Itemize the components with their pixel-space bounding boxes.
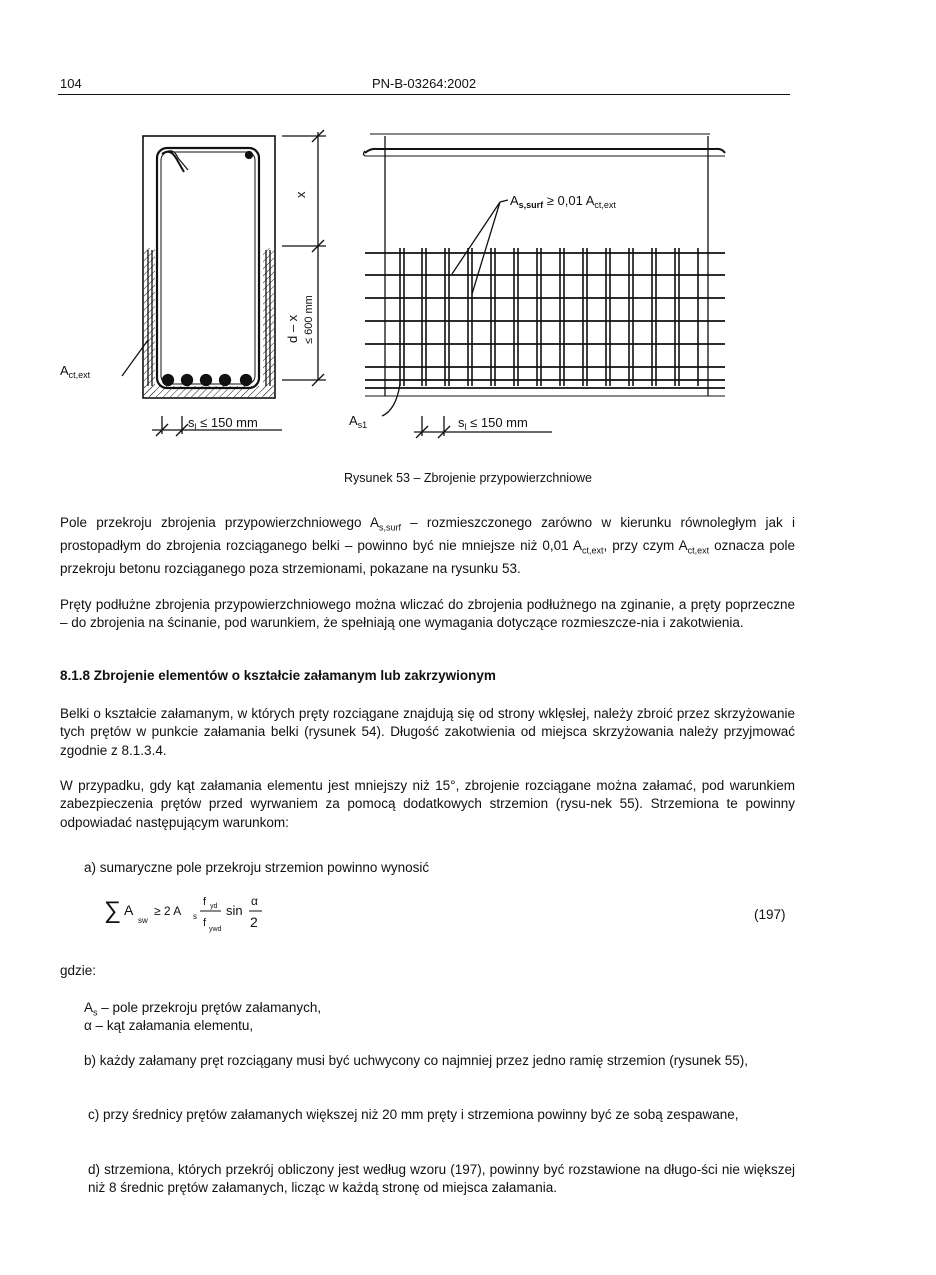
paragraph-angle-condition: W przypadku, gdy kąt załamania elementu jest mniejszy niż 15°, zbrojenie rozciągane można załamać, pod warunkiem zabezpieczenia prętów przed wyrwaniem za pomocą dodatkowych strzemion (rysu-nek 55). Strzemiona te powinny odpowiadać następującym warunkom: [60, 778, 795, 830]
svg-text:s: s [193, 912, 197, 921]
definition-alpha: α – kąt załamania elementu, [84, 1018, 254, 1033]
paragraph-surface-reinforcement: Pole przekroju zbrojenia przypowierzchniowego $A_{s,surf}$ – rozmieszczonego zarówno w kierunku równoległym jak i prostopadłym do zbrojenia rozciąganego belki – powinno być nie mniejsze niż 0,01 $A_{ct,ext}$, przy czym $A_{ct,ext}$ oznacza pole przekroju betonu rozciąganego poza strzemionami, pokazane na rysunku 53. [60, 515, 796, 576]
svg-text:∑: ∑ [104, 897, 122, 924]
figure-53-drawing [60, 118, 800, 448]
label-as1: $A_{s1}$ [349, 413, 368, 430]
svg-text:sin: sin [226, 903, 243, 918]
svg-text:f: f [203, 917, 207, 929]
svg-text:sw: sw [138, 916, 148, 925]
header-rule [58, 94, 790, 95]
formula-197 [104, 886, 304, 936]
list-item-c: c) przy średnicy prętów załamanych większej niż 20 mm pręty i strzemiona powinny być ze sobą zespawane, [88, 1107, 739, 1122]
svg-text:α: α [251, 894, 258, 908]
label-as-surf: $A_{s,surf} \ge 0,01$ $A_{ct,ext}$ [510, 193, 616, 210]
list-item-a: a) sumaryczne pole przekroju strzemion powinno wynosić [84, 860, 430, 875]
svg-text:≥ 2 A: ≥ 2 A [154, 904, 182, 918]
svg-text:2: 2 [250, 914, 258, 930]
label-le-600: ≤ 600 mm [303, 295, 315, 344]
page-number: 104 [60, 76, 82, 91]
label-d-minus-x: d – x [285, 314, 300, 343]
list-item-d: d) strzemiona, których przekrój obliczony jest według wzoru (197), powinny być rozstawione na długo-ści nie większej niż 8 średnic prętów załamanych, licząc w każdą stronę od miejsca załamania. [88, 1162, 795, 1196]
paragraph-bent-beams: Belki o kształcie załamanym, w których pręty rozciągane znajdują się od strony wklęsłej, należy zbroić przez skrzyżowanie tych prętów w punkcie załamania belki (rysunek 54). Długość zakotwienia od miejsca skrzyżowania należy przyjmować zgodnie z 8.1.3.4. [60, 706, 795, 758]
standard-code: PN-B-03264:2002 [372, 76, 477, 91]
svg-text:ywd: ywd [209, 926, 222, 933]
paragraph-longitudinal-bars: Pręty podłużne zbrojenia przypowierzchniowego można wliczać do zbrojenia podłużnego na zginanie, a pręty poprzeczne – do zbrojenia na ścinanie, pod warunkiem, że spełniają one wymagania dotyczące rozmieszcze-nia i zakotwienia. [60, 597, 795, 631]
definition-as: $A_s$ – pole przekroju prętów załamanych, [84, 1000, 322, 1018]
label-act-ext: $A_{ct,ext}$ [60, 363, 91, 380]
list-item-b: b) każdy załamany pręt rozciągany musi być uchwycony co najmniej przez jedno ramię strzemion (rysunek 55), [84, 1053, 749, 1068]
svg-text:yd: yd [210, 903, 218, 910]
figure-caption: Rysunek 53 – Zbrojenie przypowierzchniowe [343, 471, 593, 485]
label-x: x [293, 191, 308, 198]
svg-text:f: f [203, 896, 207, 908]
label-sl-right: $s_l \le 150$ mm [458, 415, 528, 432]
section-heading-8-1-8: 8.1.8 Zbrojenie elementów o kształcie załamanym lub zakrzywionym [60, 668, 496, 683]
equation-number: (197) [754, 907, 786, 922]
where-label: gdzie: [60, 963, 97, 978]
svg-text:A: A [124, 902, 134, 918]
label-sl-left: $s_l \le 150$ mm [188, 415, 258, 432]
